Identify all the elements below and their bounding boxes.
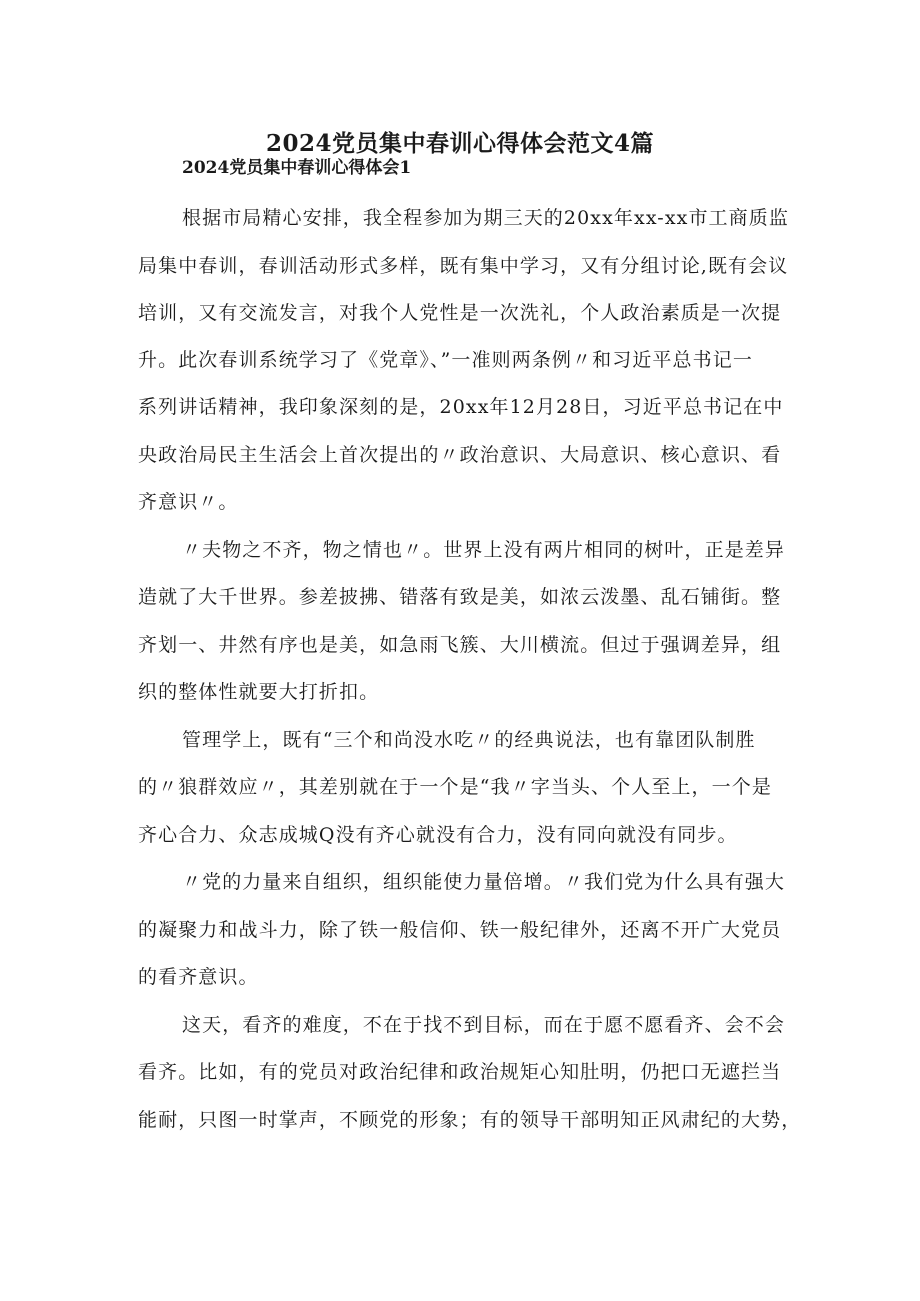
paragraph-line: 管理学上，既有“三个和尚没水吃〃的经典说法，也有靠团队制胜 [182,729,756,751]
paragraph-line: 根据市局精心安排，我全程参加为期三天的20xx年xx-xx市工商质监 [182,207,789,229]
paragraph-line: 培训，又有交流发言，对我个人党性是一次洗礼，个人政治素质是一次提 [138,302,782,324]
paragraph-line: 齐划一、井然有序也是美，如急雨飞簇、大川横流。但过于强调差异，组 [138,634,782,656]
section-subtitle: 2024党员集中春训心得体会1 [182,158,412,178]
paragraph-line: 央政治局民主生活会上首次提出的〃政治意识、大局意识、核心意识、看 [138,444,782,466]
paragraph-line: 的〃狼群效应〃，其差别就在于一个是“我〃字当头、个人至上，一个是 [138,776,772,798]
paragraph-line: 系列讲话精神，我印象深刻的是，20xx年12月28日，习近平总书记在中 [138,396,784,418]
paragraph-line: 这天，看齐的难度，不在于找不到目标，而在于愿不愿看齐、会不会 [182,1014,786,1036]
paragraph-line: 〃夫物之不齐，物之情也〃。世界上没有两片相同的树叶，正是差异 [182,539,786,561]
paragraph-line: 织的整体性就要大打折扣。 [138,681,380,703]
paragraph-line: 能耐，只图一时掌声，不顾党的形象；有的领导干部明知正风肃纪的大势， [138,1109,802,1131]
paragraph-line: 看齐。比如，有的党员对政治纪律和政治规矩心知肚明，仍把口无遮拦当 [138,1061,782,1083]
paragraph-line: 齐意识〃。 [138,491,239,513]
paragraph-line: 〃党的力量来自组织，组织能使力量倍增。〃我们党为什么具有强大 [182,871,786,893]
paragraph-line: 齐心合力、众志成城Q没有齐心就没有合力，没有同向就没有同步。 [138,824,738,846]
paragraph-line: 的凝聚力和战斗力，除了铁一般信仰、铁一般纪律外，还离不开广大党员 [138,919,782,941]
document-title: 2024党员集中春训心得体会范文4篇 [265,130,655,157]
paragraph-line: 升。此次春训系统学习了《党章》、”一准则两条例〃和习近平总书记一 [138,349,753,371]
paragraph-line: 的看齐意识。 [138,966,259,988]
paragraph-line: 局集中春训，春训活动形式多样，既有集中学习，又有分组讨论,既有会议 [138,255,789,277]
paragraph-line: 造就了大千世界。参差披拂、错落有致是美，如浓云泼墨、乱石铺街。整 [138,586,782,608]
